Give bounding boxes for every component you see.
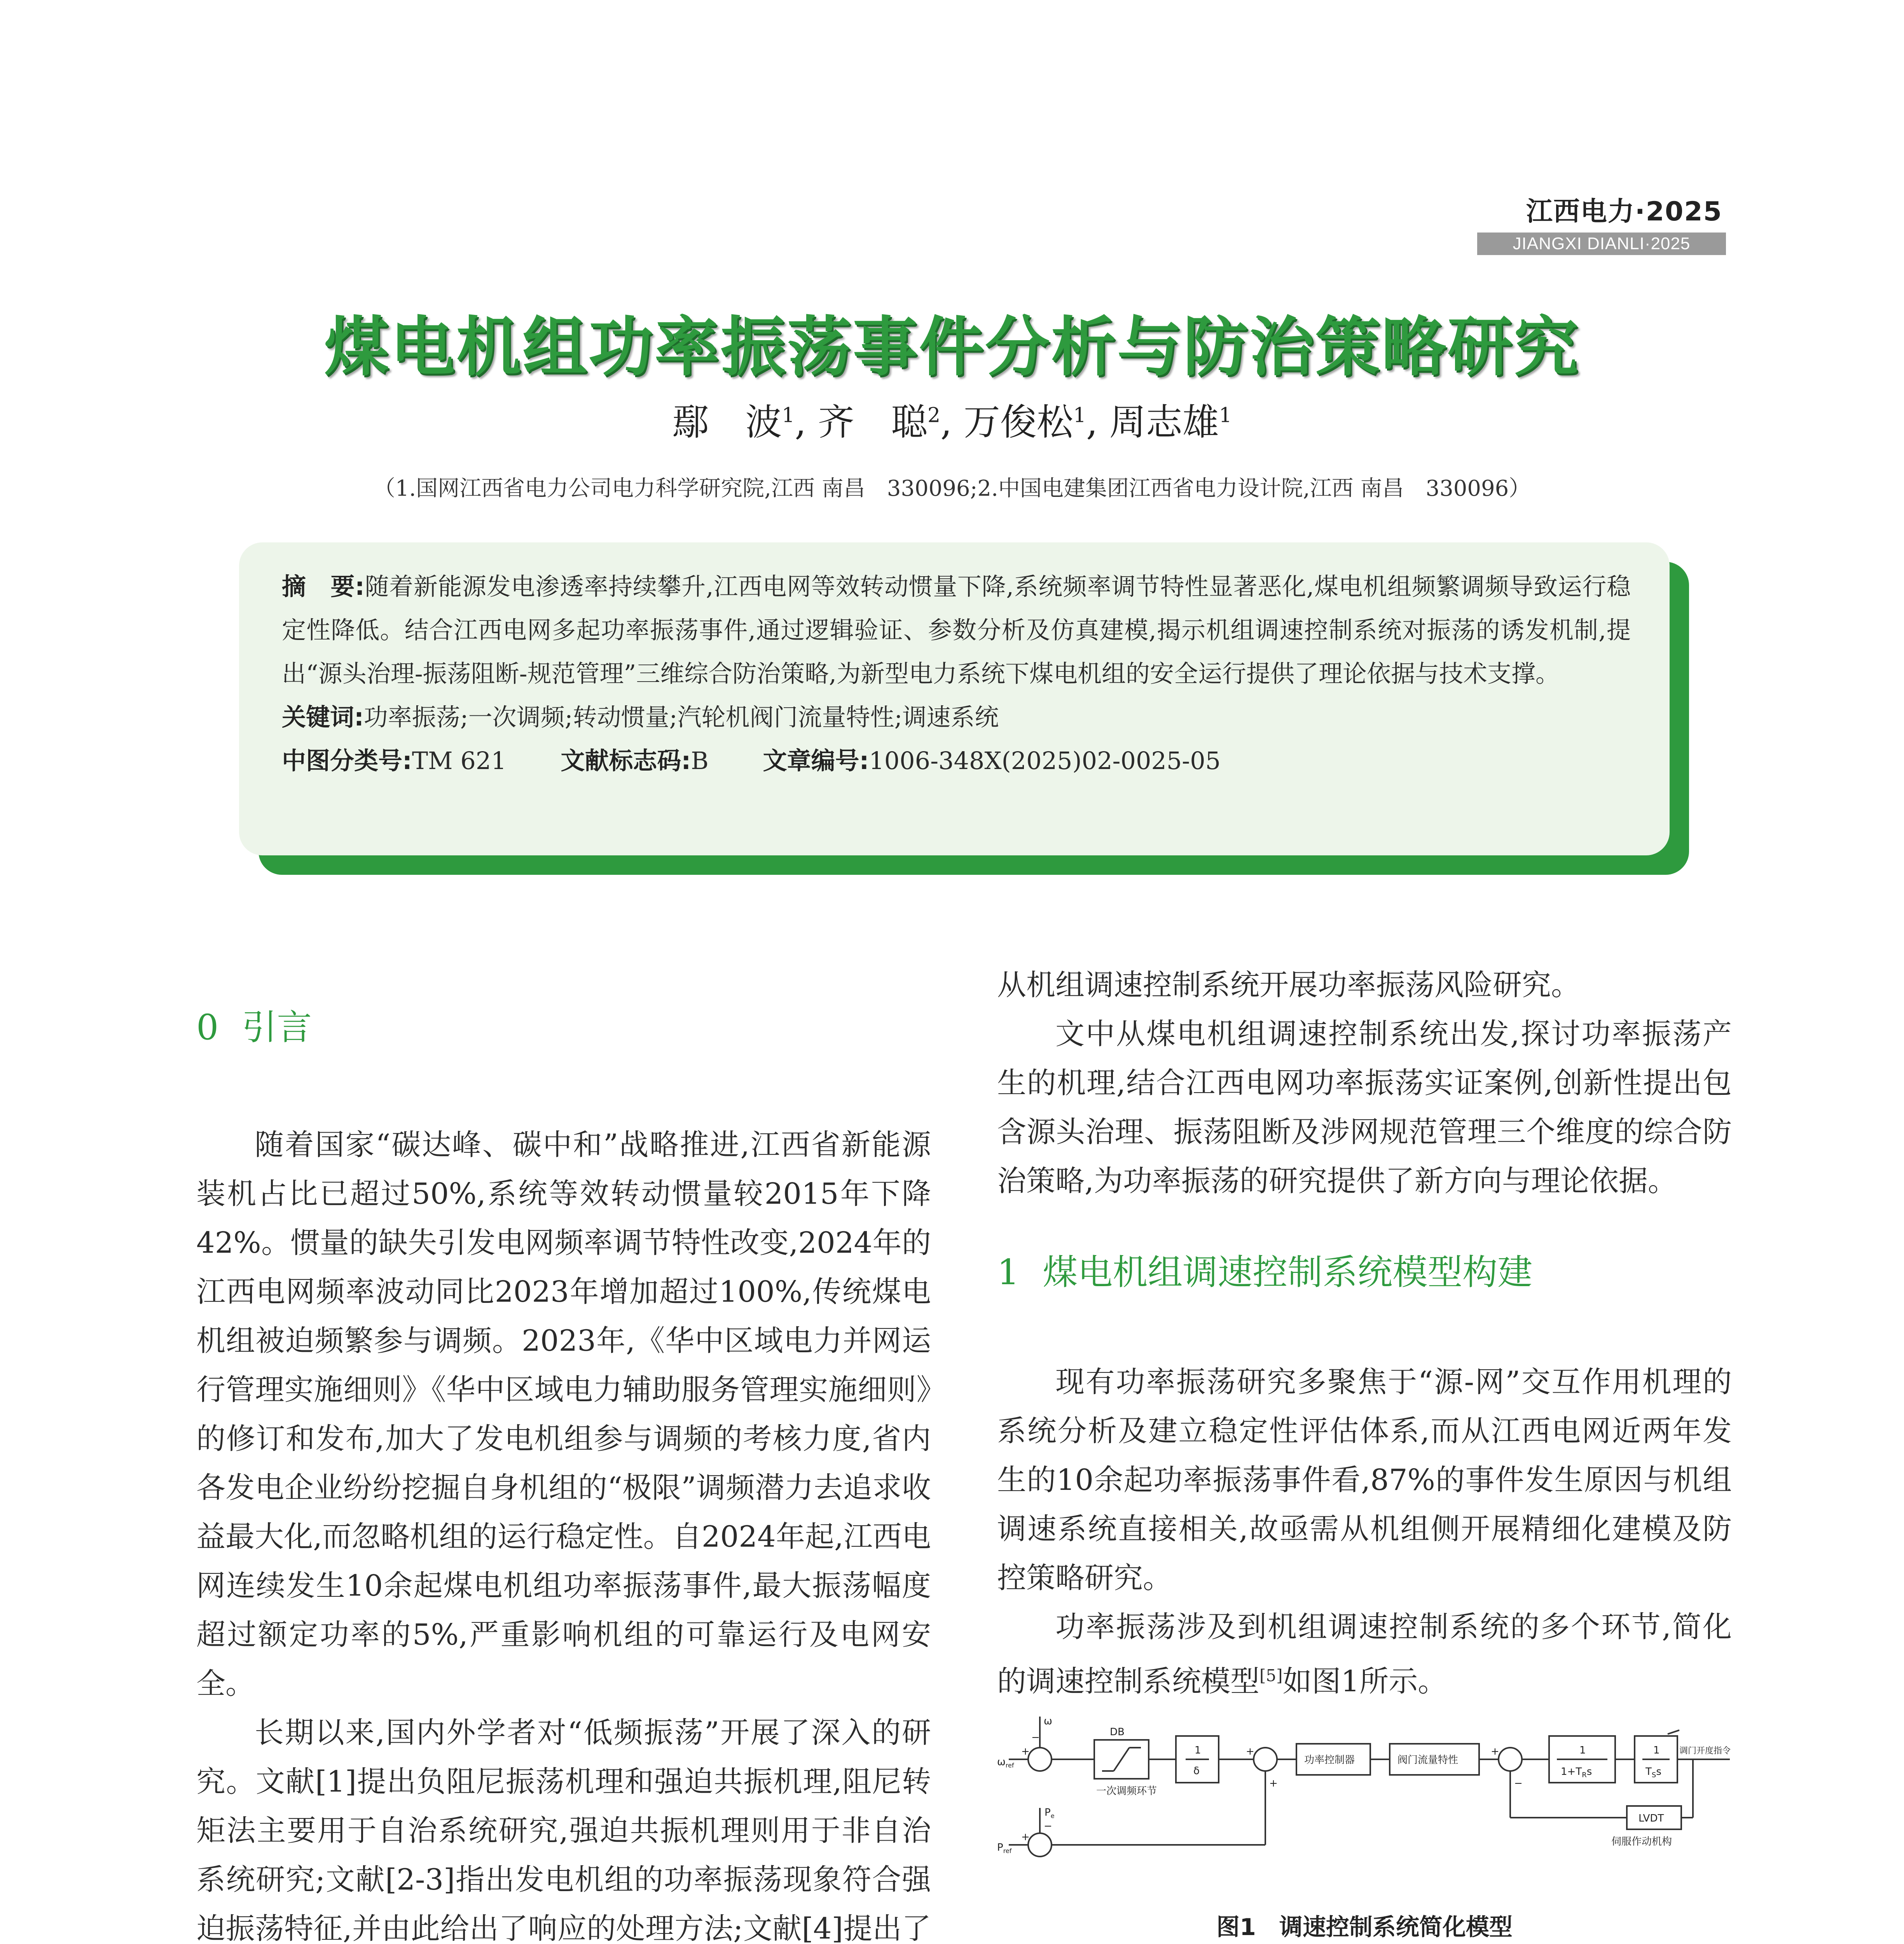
- relay-den-s: s: [1586, 1766, 1592, 1778]
- body-paragraph: 随着国家“碳达峰、碳中和”战略推进,江西省新能源装机占比已超过50%,系统等效转动惯量较2015年下降42%。惯量的缺失引发电网频率调节特性改变,2024年的江西电网频率波动同比2023年增加超过100%,传统煤电机组被迫频繁参与调频。2023年,《华中区域电力并网运行管理实施细则》《华中区域电力辅助服务管理实施细则》的修订和发布,加大了发电机组参与调频的考核力度,省内各发电企业纷纷挖掘自身机组的“极限”调频潜力去追求收益最大化,而忽略机组的运行稳定性。自2024年起,江西电网连续发生10余起煤电机组功率振荡事件,最大振荡幅度超过额定功率的5%,严重影响机组的可靠运行及电网安全。: [196, 1128, 931, 1701]
- label-pref: [997, 1842, 1012, 1855]
- clc-value: TM 621: [412, 746, 507, 775]
- section-number: 0: [196, 1007, 219, 1048]
- author-affil-mark: 2: [928, 404, 941, 427]
- author-name: 周志雄: [1109, 401, 1219, 444]
- keywords: [282, 696, 1631, 739]
- body-paragraph: 长期以来,国内外学者对“低频振荡”开展了深入的研究。文献[1]提出负阻尼振荡机理和强迫共振机理,阻尼转矩法主要用于自治系统研究,强迫共振机理则用于非自治系统研究;文献[2-3]指出发电机组的功率振荡现象符合强迫振荡特征,并由此给出了响应的处理方法;文献[4]提出了: [196, 1715, 931, 1944]
- figure-caption: [997, 1903, 1732, 1944]
- label-power-controller: 功率控制器: [1304, 1754, 1355, 1766]
- pref-sub: ref: [1003, 1847, 1012, 1855]
- figure-1: [997, 1713, 1732, 1944]
- journal-name-en: JIANGXI DIANLI·2025: [1477, 233, 1726, 255]
- doc-code: [561, 746, 708, 775]
- author-name: 齐 聪: [818, 401, 928, 444]
- label-w: ω: [1044, 1715, 1052, 1727]
- pref-main: P: [997, 1842, 1003, 1853]
- body-paragraph: 从机组调速控制系统开展功率振荡风险研究。: [997, 968, 1581, 1002]
- act-den-sub: S: [1651, 1771, 1656, 1779]
- act-den-main: T: [1645, 1766, 1652, 1778]
- abstract-text: 随着新能源发电渗透率持续攀升,江西电网等效转动惯量下降,系统频率调节特性显著恶化,煤电机组频繁调频导致运行稳定性降低。结合江西电网多起功率振荡事件,通过逻辑验证、参数分析及仿真建模,揭示机组调速控制系统对振荡的诱发机制,提出“源头治理-振荡阻断-规范管理”三维综合防治策略,为新型电力系统下煤电机组的安全运行提供了理论依据与技术支撑。: [282, 572, 1631, 688]
- article-label: 文章编号:: [763, 746, 869, 775]
- doc-value: B: [691, 746, 709, 775]
- section-title: 煤电机组调速控制系统模型构建: [1043, 1252, 1533, 1293]
- block-diagram: [997, 1713, 1732, 1880]
- sign-plus: +: [1246, 1746, 1254, 1757]
- author-list: [0, 393, 1904, 445]
- label-output: 调门开度指令: [1679, 1746, 1731, 1756]
- author-affil-mark: 1: [1073, 404, 1086, 427]
- label-pe: [1045, 1807, 1055, 1820]
- paper-title: 煤电机组功率振荡事件分析与防治策略研究: [324, 310, 1580, 385]
- sign-minus: −: [1031, 1732, 1040, 1743]
- author-sep: ,: [795, 401, 807, 444]
- sign-minus: −: [1044, 1820, 1052, 1832]
- doc-label: 文献标志码:: [561, 746, 691, 775]
- limit-mark: [1668, 1730, 1679, 1734]
- relay-den-sub: R: [1582, 1771, 1587, 1779]
- wref-sub: ref: [1005, 1762, 1014, 1769]
- section-heading-1: [997, 1248, 1732, 1297]
- abstract: [282, 565, 1631, 696]
- text-run: 如图1所示。: [1282, 1664, 1447, 1698]
- clc-code: [282, 746, 507, 775]
- author-name: 万俊松: [963, 401, 1073, 444]
- summing-junction: [1028, 1833, 1052, 1857]
- keywords-label: 关键词:: [282, 703, 364, 731]
- summing-junction: [1028, 1748, 1052, 1771]
- keywords-text: 功率振荡;一次调频;转动惯量;汽轮机阀门流量特性;调速系统: [363, 703, 999, 731]
- summing-junction: [1254, 1748, 1277, 1771]
- citation-ref: [5]: [1259, 1666, 1283, 1685]
- author-name: 鄢 波: [672, 401, 782, 444]
- body-paragraph: 现有功率振荡研究多聚焦于“源-网”交互作用机理的系统分析及建立稳定性评估体系,而从江西电网近两年发生的10余起功率振荡事件看,87%的事件发生原因与机组调速系统直接相关,故亟需从机组侧开展精细化建模及防控策略研究。: [997, 1365, 1732, 1595]
- affiliations: （1.国网江西省电力公司电力科学研究院,江西 南昌 330096;2.中国电建集团江西省电力设计院,江西 南昌 330096）: [373, 476, 1531, 501]
- sign-plus: +: [1491, 1746, 1499, 1757]
- abstract-label: 摘 要:: [282, 572, 365, 601]
- label-relay-num: 1: [1579, 1745, 1586, 1756]
- label-deadband: 一次调频环节: [1096, 1785, 1157, 1797]
- caption-text: 调速控制系统简化模型: [1279, 1914, 1513, 1941]
- section-title: 引言: [242, 1007, 312, 1048]
- label-gain-den: δ: [1193, 1765, 1200, 1777]
- pe-sub: e: [1050, 1812, 1055, 1820]
- body-paragraph: 文中从煤电机组调速控制系统出发,探讨功率振荡产生的机理,结合江西电网功率振荡实证案例,创新性提出包含源头治理、振荡阻断及涉网规范管理三个维度的综合防治策略,为功率振荡的研究提供了新方向与理论依据。: [997, 1017, 1732, 1198]
- label-wref: [997, 1756, 1014, 1769]
- article-code: [763, 746, 1221, 775]
- author-sep: ,: [940, 401, 952, 444]
- label-db: DB: [1110, 1726, 1125, 1738]
- right-column: [997, 960, 1732, 1944]
- relay-den-main: 1+T: [1561, 1766, 1582, 1778]
- clc-label: 中图分类号:: [282, 746, 412, 775]
- abstract-box: [239, 542, 1670, 855]
- article-value: 1006-348X(2025)02-0025-05: [869, 746, 1221, 775]
- pe-main: P: [1045, 1807, 1051, 1818]
- act-den-s: s: [1656, 1766, 1661, 1778]
- section-heading-0: [196, 1003, 931, 1052]
- label-relay-den: [1561, 1766, 1592, 1779]
- wref-main: ω: [997, 1756, 1006, 1768]
- label-lvdt: LVDT: [1638, 1813, 1664, 1824]
- sign-plus: +: [1021, 1746, 1030, 1757]
- journal-name: 江西电力·2025: [1526, 196, 1722, 227]
- sign-plus: +: [1269, 1778, 1278, 1789]
- caption-number: 图1: [1216, 1914, 1256, 1941]
- left-column: [196, 1003, 931, 1944]
- author-sep: ,: [1086, 401, 1098, 444]
- sign-plus: +: [1021, 1831, 1030, 1843]
- summing-junction: [1499, 1748, 1522, 1771]
- label-gain-num: 1: [1195, 1745, 1201, 1756]
- author-affil-mark: 1: [1219, 404, 1232, 427]
- text-run: 功率振荡涉及到机组调速控制系统的多个环节,简化的调速控制系统模型: [997, 1610, 1732, 1698]
- label-servo: 伺服作动机构: [1611, 1836, 1672, 1848]
- author-affil-mark: 1: [782, 404, 795, 427]
- body-paragraph: [997, 1602, 1732, 1706]
- classification-row: [282, 739, 1631, 783]
- sign-minus: −: [1514, 1778, 1523, 1789]
- section-number: 1: [997, 1252, 1020, 1293]
- label-act-num: 1: [1653, 1745, 1660, 1756]
- label-valve: 阀门流量特性: [1397, 1754, 1459, 1766]
